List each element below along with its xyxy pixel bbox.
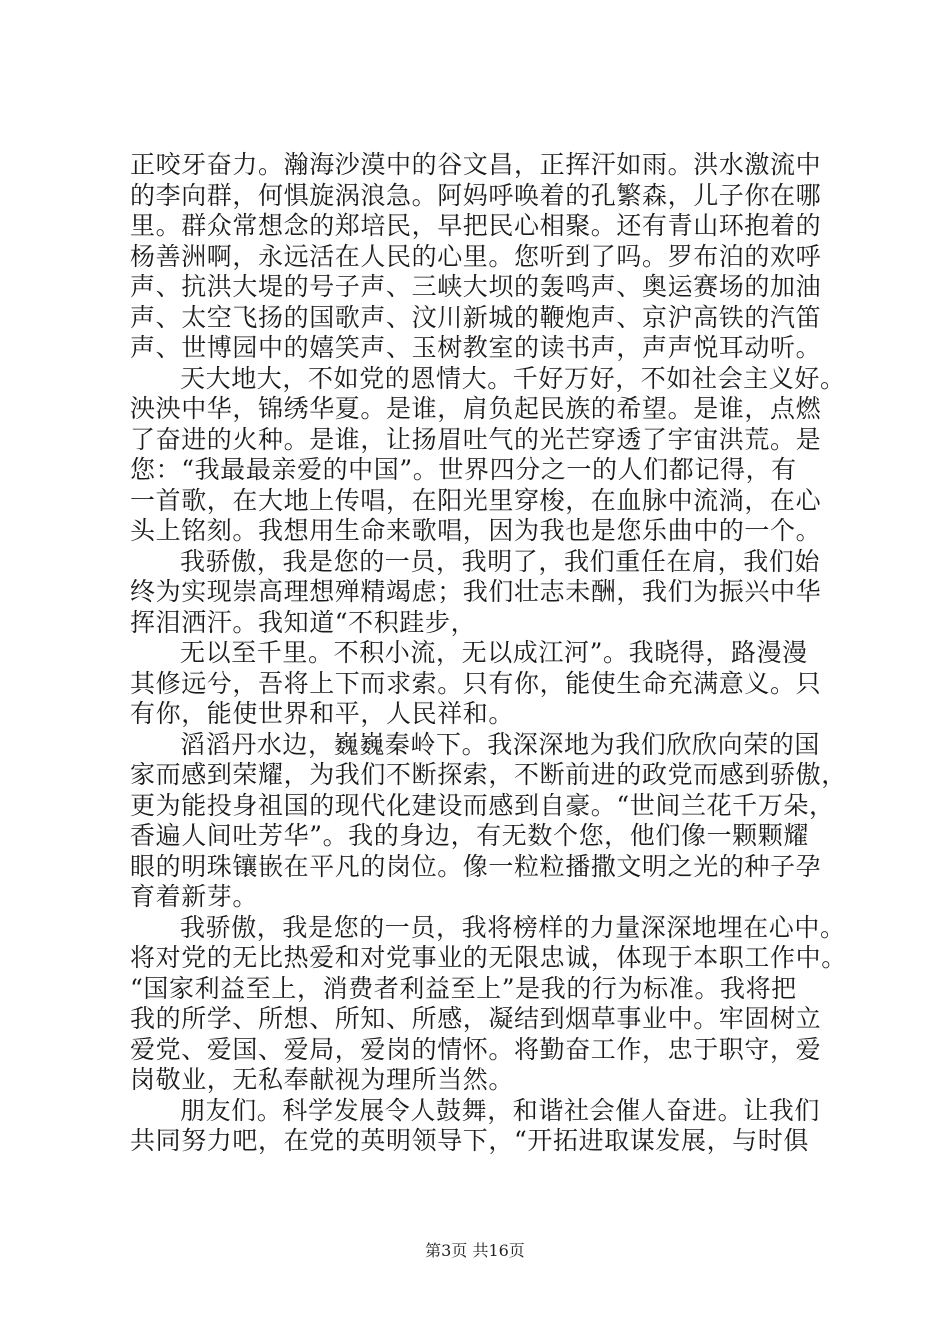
text-line: 的李向群，何惧旋涡浪急。阿妈呼唤着的孔繁森，儿子你在哪 <box>130 180 822 210</box>
text-line: 了奋进的火种。是谁，让扬眉吐气的光芒穿透了宇宙洪荒。是 <box>130 424 822 454</box>
text-line: 一首歌，在大地上传唱，在阳光里穿梭，在血脉中流淌，在心 <box>130 485 822 515</box>
text-line: 声、抗洪大堤的号子声、三峡大坝的轰鸣声、奥运赛场的加油 <box>130 272 822 301</box>
text-line: 我的所学、所想、所知、所感，凝结到烟草事业中。牢固树立 <box>130 1004 822 1033</box>
text-line: 爱党、爱国、爱局，爱岗的情怀。将勤奋工作，忠于职守，爱 <box>130 1034 822 1064</box>
text-line: 朋友们。科学发展令人鼓舞，和谐社会催人奋进。让我们 <box>180 1095 821 1125</box>
text-line: 我骄傲，我是您的一员，我将榜样的力量深深地埋在心中。 <box>180 912 846 942</box>
text-line: “国家利益至上，消费者利益至上”是我的行为标准。我将把 <box>130 973 797 1003</box>
text-line: 声、太空飞扬的国歌声、汶川新城的鞭炮声、京沪高铁的汽笛 <box>130 302 822 332</box>
text-line: 家而感到荣耀，为我们不断探索，不断前进的政党而感到骄傲， <box>130 760 847 789</box>
text-line: 更为能投身祖国的现代化建设而感到自豪。“世间兰花千万朵， <box>130 790 835 820</box>
text-line: 声、世博园中的嬉笑声、玉树教室的读书声，声声悦耳动听。 <box>130 333 822 362</box>
page-number-footer: 第3页 共16页 <box>425 1241 525 1260</box>
text-line: 其修远兮，吾将上下而求索。只有你，能使生命充满意义。只 <box>130 668 822 698</box>
text-line: 香遍人间吐芳华”。我的身边，有无数个您，他们像一颗颗耀 <box>130 821 809 850</box>
text-line: 育着新芽。 <box>130 882 259 911</box>
text-line: 头上铭刻。我想用生命来歌唱，因为我也是您乐曲中的一个。 <box>130 516 822 545</box>
text-line: 泱泱中华，锦绣华夏。是谁，肩负起民族的希望。是谁，点燃 <box>130 394 822 423</box>
text-line: 里。群众常想念的郑培民，早把民心相聚。还有青山环抱着的 <box>130 211 822 240</box>
text-line: 杨善洲啊，永远活在人民的心里。您听到了吗。罗布泊的欢呼 <box>130 241 822 271</box>
text-line: 有你，能使世界和平，人民祥和。 <box>130 699 515 728</box>
text-line: 我骄傲，我是您的一员，我明了，我们重任在肩，我们始 <box>180 546 821 576</box>
text-line: 岗敬业，无私奉献视为理所当然。 <box>130 1065 515 1094</box>
body-text <box>130 150 847 1157</box>
text-line: 滔滔丹水边，巍巍秦岭下。我深深地为我们欣欣向荣的国 <box>180 729 821 759</box>
text-line: 共同努力吧，在党的英明领导下，“开拓进取谋发展，与时俱 <box>130 1126 809 1155</box>
text-line: 正咬牙奋力。瀚海沙漠中的谷文昌，正挥汗如雨。洪水激流中 <box>130 150 822 179</box>
text-line: 将对党的无比热爱和对党事业的无限忠诚，体现于本职工作中。 <box>130 943 847 972</box>
text-line: 您：“我最最亲爱的中国”。世界四分之一的人们都记得，有 <box>130 455 797 484</box>
text-line: 眼的明珠镶嵌在平凡的岗位。像一粒粒播撒文明之光的种子孕 <box>130 851 822 881</box>
text-line: 天大地大，不如党的恩情大。千好万好，不如社会主义好。 <box>180 363 846 393</box>
text-line: 终为实现崇高理想殚精竭虑；我们壮志未酬，我们为振兴中华 <box>130 577 822 606</box>
text-line: 无以至千里。不积小流，无以成江河”。我晓得，路漫漫 <box>180 638 808 667</box>
text-line: 挥泪洒汗。我知道“不积跬步， <box>130 607 477 637</box>
